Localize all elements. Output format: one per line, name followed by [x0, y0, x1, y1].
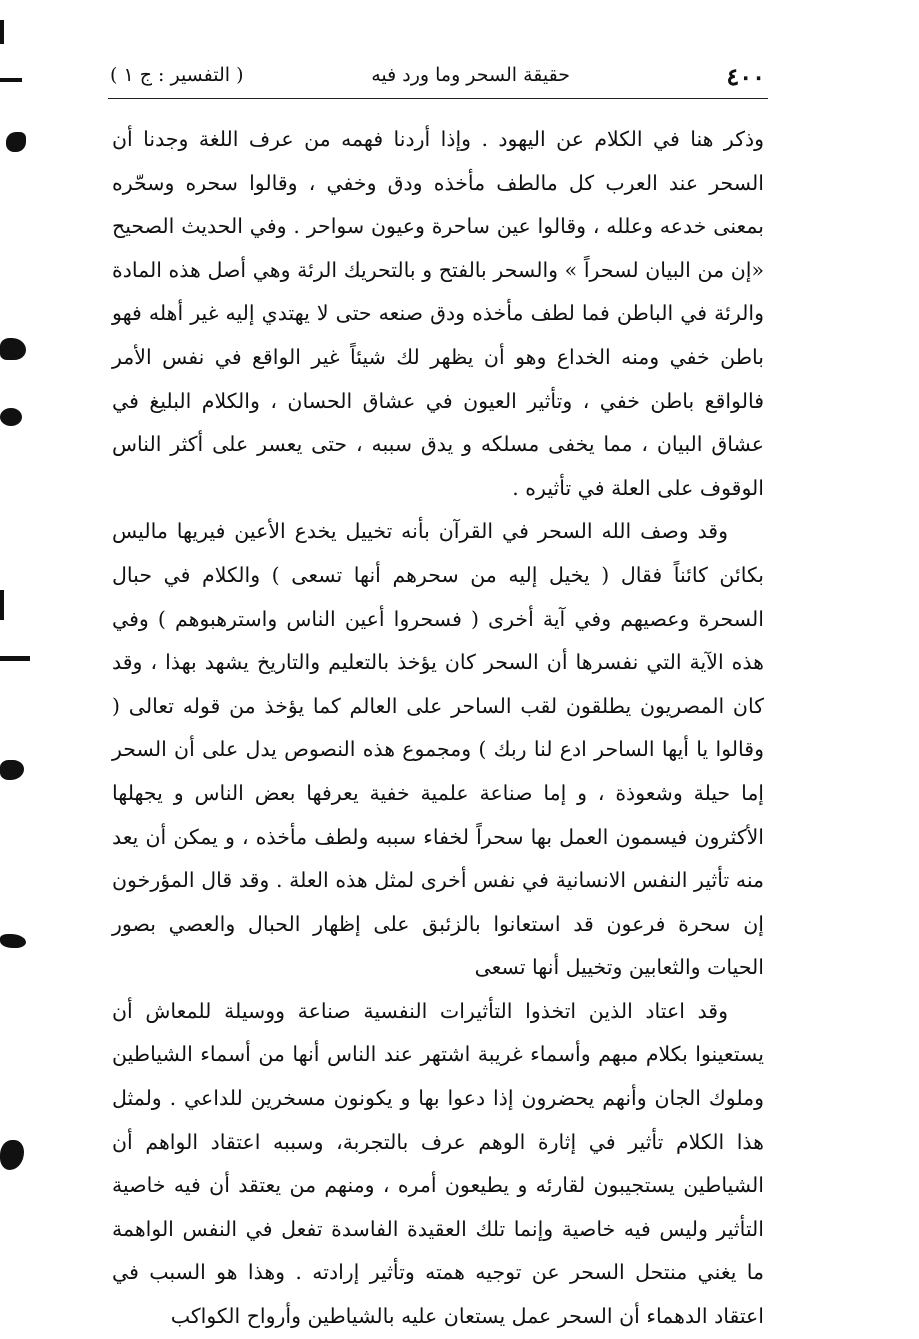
- scan-artifact: [0, 760, 24, 780]
- paragraph: وقد وصف الله السحر في القرآن بأنه تخييل يخدع الأعين فيريها ماليس بكائن كائناً فقال ( يخيل إليه من سحرهم أنها تسعى ) والكلام في حبال السحرة وعصيهم وفي آية أخرى ( فسحروا أعين الناس واسترهبوهم ) وفي هذه الآية التي نفسرها أن السحر كان يؤخذ بالتعليم والتاريخ يشهد بهذا ، وقد كان المصريون يطلقون لقب الساحر على العالم كما يؤخذ من قوله تعالى ( وقالوا يا أيها الساحر ادع لنا ربك ) ومجموع هذه النصوص يدل على أن السحر إما حيلة وشعوذة ، و إما صناعة علمية خفية يعرفها بعض الناس و يجهلها الأكثرون فيسمون العمل بها سحراً لخفاء سببه ولطف مأخذه ، و يمكن أن يعد منه تأثير النفس الانسانية في نفس أخرى لمثل هذه العلة . وقد قال المؤرخون إن سحرة فرعون قد استعانوا بالزئبق على إظهار الحبال والعصي بصور الحيات والثعابين وتخييل أنها تسعى: [112, 519, 764, 980]
- header-divider: [108, 98, 768, 99]
- paragraph: وقد اعتاد الذين اتخذوا التأثيرات النفسية صناعة ووسيلة للمعاش أن يستعينوا بكلام مبهم وأسماء غريبة اشتهر عند الناس أنها من أسماء الشياطين وملوك الجان وأنهم يحضرون إذا دعوا بها و يكونون مسخرين للداعي . ولمثل هذا الكلام تأثير في إثارة الوهم عرف بالتجربة، وسببه اعتقاد الواهم أن الشياطين يستجيبون لقارئه و يطيعون أمره ، ومنهم من يعتقد أن فيه خاصية التأثير وليس فيه خاصية وإنما تلك العقيدة الفاسدة تفعل في النفس الواهمة ما يغني منتحل السحر عن توجيه همته وتأثير إرادته . وهذا هو السبب في اعتقاد الدهماء أن السحر عمل يستعان عليه بالشياطين وأرواح الكواكب: [112, 998, 764, 1329]
- scan-artifact: [0, 590, 4, 620]
- scan-artifact: [0, 656, 30, 661]
- paragraph: وذكر هنا في الكلام عن اليهود . وإذا أردنا فهمه من عرف اللغة وجدنا أن السحر عند العرب كل مالطف مأخذه ودق وخفي ، وقالوا سحره وسحّره بمعنى خدعه وعلله ، وقالوا عين ساحرة وعيون سواحر . وفي الحديث الصحيح «إن من البيان لسحراً » والسحر بالفتح و بالتحريك الرئة وهي أصل هذه المادة والرئة في الباطن فما لطف مأخذه ودق صنعه حتى لا يهتدي إليه غير أهله فهو باطن خفي ومنه الخداع وهو أن يظهر لك شيئاً غير الواقع في نفس الأمر فالواقع باطن خفي ، وتأثير العيون في عشاق الحسان ، والكلام البليغ في عشاق البيان ، مما يخفى مسلكه و يدق سببه ، حتى يعسر على أكثر الناس الوقوف على العلة في تأثيره .: [112, 127, 764, 500]
- scan-artifact: [0, 1140, 24, 1170]
- scan-artifact: [0, 78, 22, 82]
- page-header: [110, 58, 765, 98]
- scan-artifact: [0, 934, 26, 948]
- scan-artifact: [0, 408, 22, 426]
- scan-artifact: [0, 20, 4, 44]
- running-title: حقيقة السحر وما ورد فيه: [371, 64, 570, 86]
- scan-artifact: [0, 338, 26, 360]
- body-text: [112, 118, 764, 1339]
- page-number: ٤٠٠: [726, 62, 765, 91]
- scan-artifact: [6, 132, 26, 152]
- section-reference: ( التفسير : ج ١ ): [110, 64, 244, 86]
